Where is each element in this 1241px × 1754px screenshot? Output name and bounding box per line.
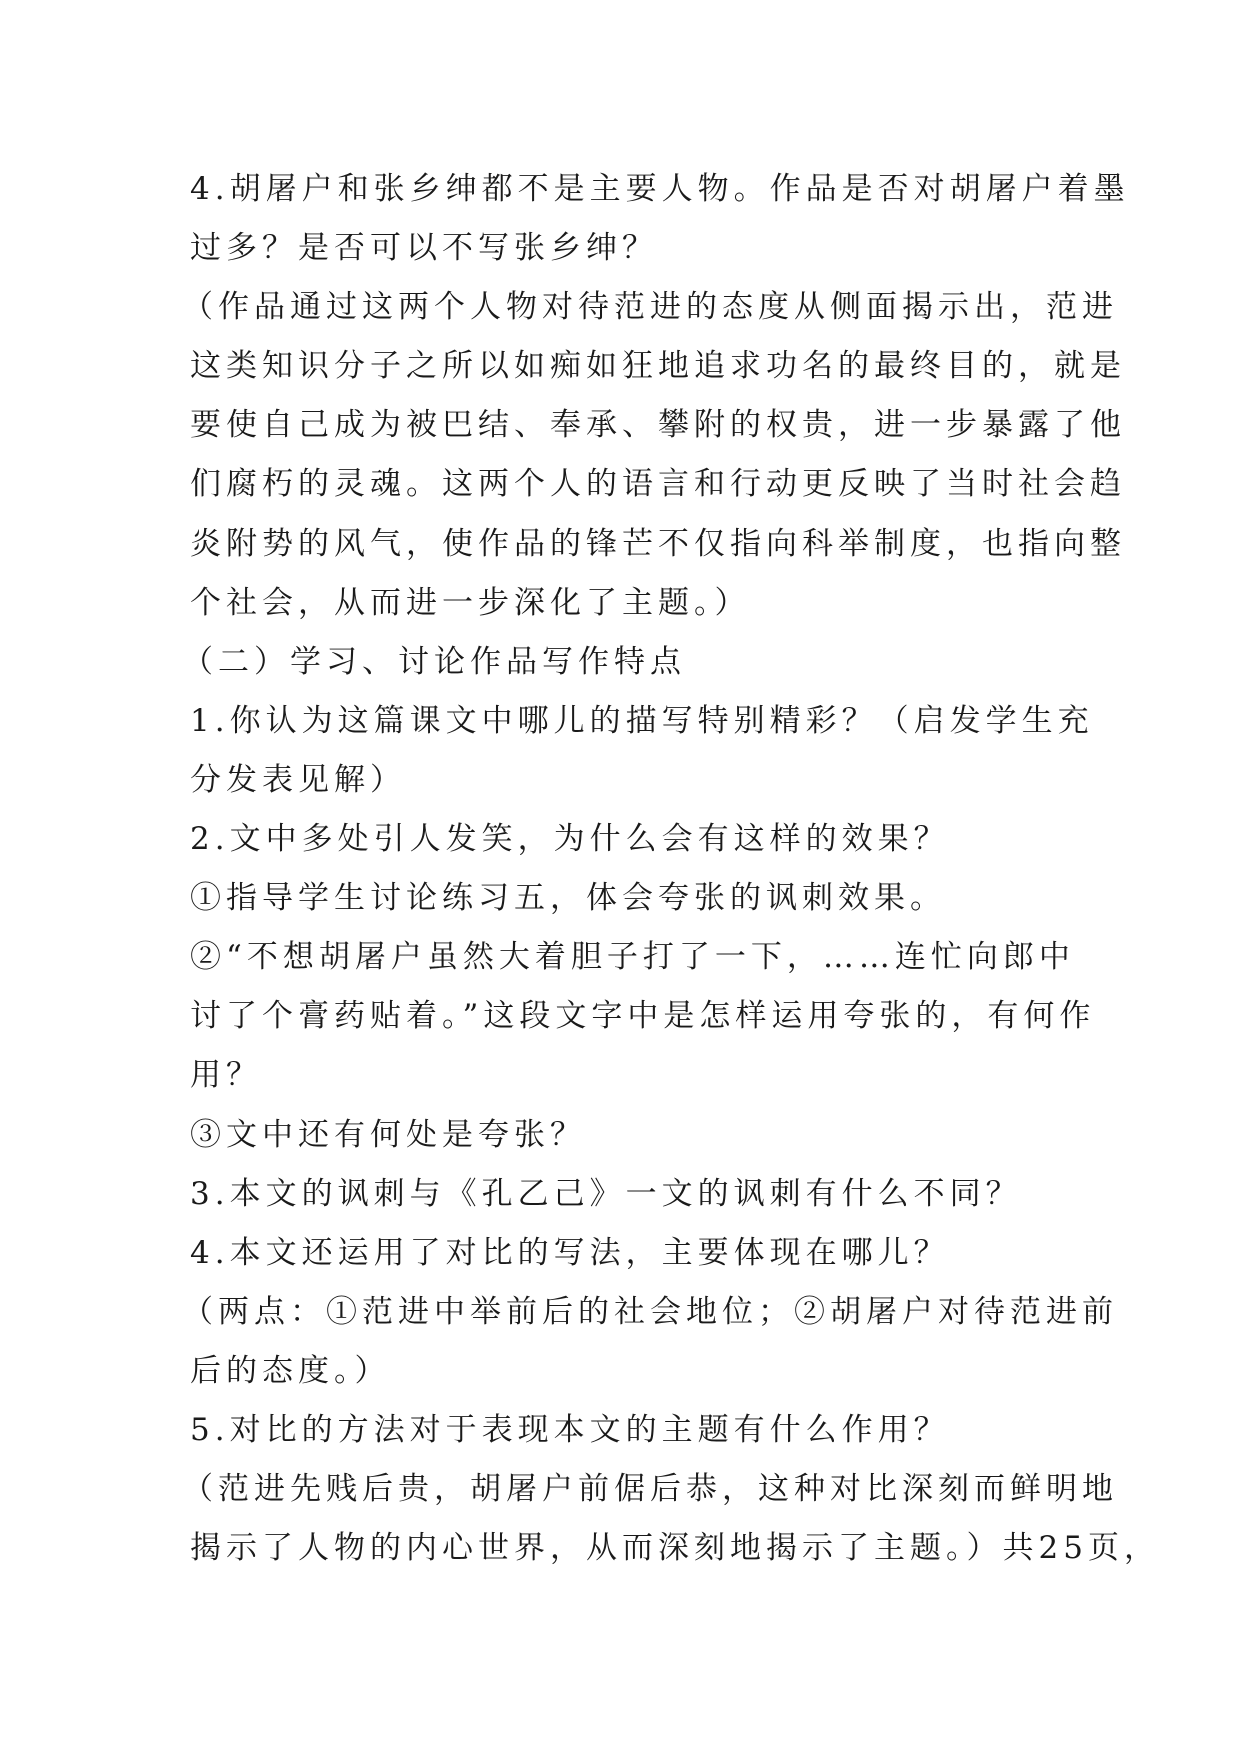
answer-5-line-2: 揭示了人物的内心世界，从而深刻地揭示了主题。）共25页， (190, 1530, 1160, 1567)
item-2-line-3: 用？ (190, 1057, 262, 1094)
answer-4b-line-2: 后的态度。） (190, 1352, 391, 1389)
question-4-line-2: 过多？是否可以不写张乡绅？ (190, 230, 658, 267)
answer-4-line-3: 要使自己成为被巴结、奉承、攀附的权贵，进一步暴露了他 (190, 407, 1126, 444)
answer-4-line-5: 炎附势的风气，使作品的锋芒不仅指向科举制度，也指向整 (190, 525, 1126, 562)
question-1-line-2: 分发表见解） (190, 761, 406, 798)
answer-4-line-2: 这类知识分子之所以如痴如狂地追求功名的最终目的，就是 (190, 348, 1126, 385)
question-4-line-1: 4.胡屠户和张乡绅都不是主要人物。作品是否对胡屠户着墨 (190, 171, 1130, 207)
item-2-line-1: ②“不想胡屠户虽然大着胆子打了一下，……连忙向郎中 (190, 939, 1075, 976)
answer-4b-line-1: （两点：①范进中举前后的社会地位；②胡屠户对待范进前 (182, 1293, 1118, 1330)
section-heading: （二）学习、讨论作品写作特点 (182, 643, 686, 680)
question-2: 2.文中多处引人发笑，为什么会有这样的效果？ (190, 821, 950, 858)
answer-4-line-6: 个社会，从而进一步深化了主题。） (190, 584, 751, 621)
item-3: ③文中还有何处是夸张？ (190, 1116, 586, 1153)
answer-4-line-4: 们腐朽的灵魂。这两个人的语言和行动更反映了当时社会趋 (190, 466, 1126, 503)
item-1: ①指导学生讨论练习五，体会夸张的讽刺效果。 (190, 880, 946, 917)
item-2-line-2: 讨了个膏药贴着。”这段文字中是怎样运用夸张的，有何作 (190, 998, 1096, 1035)
question-3: 3.本文的讽刺与《孔乙己》一文的讽刺有什么不同？ (190, 1175, 1022, 1212)
answer-4-line-1: （作品通过这两个人物对待范进的态度从侧面揭示出，范进 (182, 289, 1118, 326)
question-1-line-1: 1.你认为这篇课文中哪儿的描写特别精彩？（启发学生充 (190, 702, 1094, 739)
answer-5-line-1: （范进先贱后贵，胡屠户前倨后恭，这种对比深刻而鲜明地 (182, 1471, 1118, 1508)
document-body (182, 160, 1160, 1578)
question-4b: 4.本文还运用了对比的写法，主要体现在哪儿？ (190, 1234, 950, 1271)
question-5: 5.对比的方法对于表现本文的主题有什么作用？ (190, 1411, 950, 1448)
